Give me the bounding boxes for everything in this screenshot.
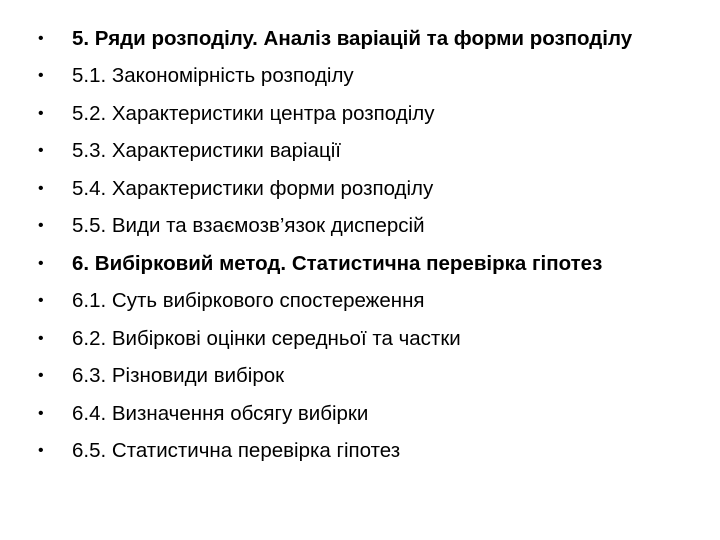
bullet-icon: • <box>38 179 44 197</box>
outline-item-label: 6.4. Визначення обсягу вибірки <box>72 401 369 425</box>
bullet-icon: • <box>38 104 44 122</box>
bullet-icon: • <box>38 442 44 459</box>
outline-item-label: 5.5. Види та взаємозв’язок дисперсій <box>72 214 425 237</box>
outline-item-label: 6.3. Різновиди вибірок <box>72 364 285 387</box>
outline-item-label: 5. Ряди розподілу. Аналіз варіацій та форми розподілу <box>72 27 633 50</box>
outline-item-6-3 <box>38 357 678 395</box>
bullet-icon: • <box>38 30 44 47</box>
outline-item-6-2 <box>38 320 678 358</box>
outline-item-label: 5.3. Характеристики варіації <box>72 139 341 162</box>
outline-item-6-5 <box>38 432 678 470</box>
outline-item-5-5 <box>38 207 678 245</box>
bullet-icon: • <box>38 329 44 347</box>
outline-item-5-1 <box>38 57 678 95</box>
outline-item-5-2 <box>38 95 678 133</box>
bullet-icon: • <box>38 217 44 234</box>
outline-item-5-4 <box>38 170 678 208</box>
outline-item-label: 6. Вибірковий метод. Статистична перевірка гіпотез <box>72 251 603 275</box>
bullet-icon: • <box>38 254 44 272</box>
outline-item-6-4 <box>38 395 678 433</box>
outline-item-label: 5.2. Характеристики центра розподілу <box>72 101 435 125</box>
outline-item-section-6 <box>38 245 678 283</box>
outline-item-5-3 <box>38 132 678 170</box>
outline-item-label: 6.1. Суть вибіркового спостереження <box>72 289 425 312</box>
outline-item-label: 5.4. Характеристики форми розподілу <box>72 176 434 200</box>
outline-item-6-1 <box>38 282 678 320</box>
bullet-icon: • <box>38 292 44 309</box>
outline-item-label: 5.1. Закономірність розподілу <box>72 64 354 87</box>
bullet-icon: • <box>38 367 44 384</box>
outline-item-label: 6.2. Вибіркові оцінки середньої та частки <box>72 326 461 350</box>
outline-item-label: 6.5. Статистична перевірка гіпотез <box>72 439 401 462</box>
bullet-icon: • <box>38 67 44 84</box>
bullet-icon: • <box>38 142 44 159</box>
outline-item-section-5 <box>38 20 678 57</box>
topic-outline-list <box>38 20 678 470</box>
bullet-icon: • <box>38 404 44 422</box>
